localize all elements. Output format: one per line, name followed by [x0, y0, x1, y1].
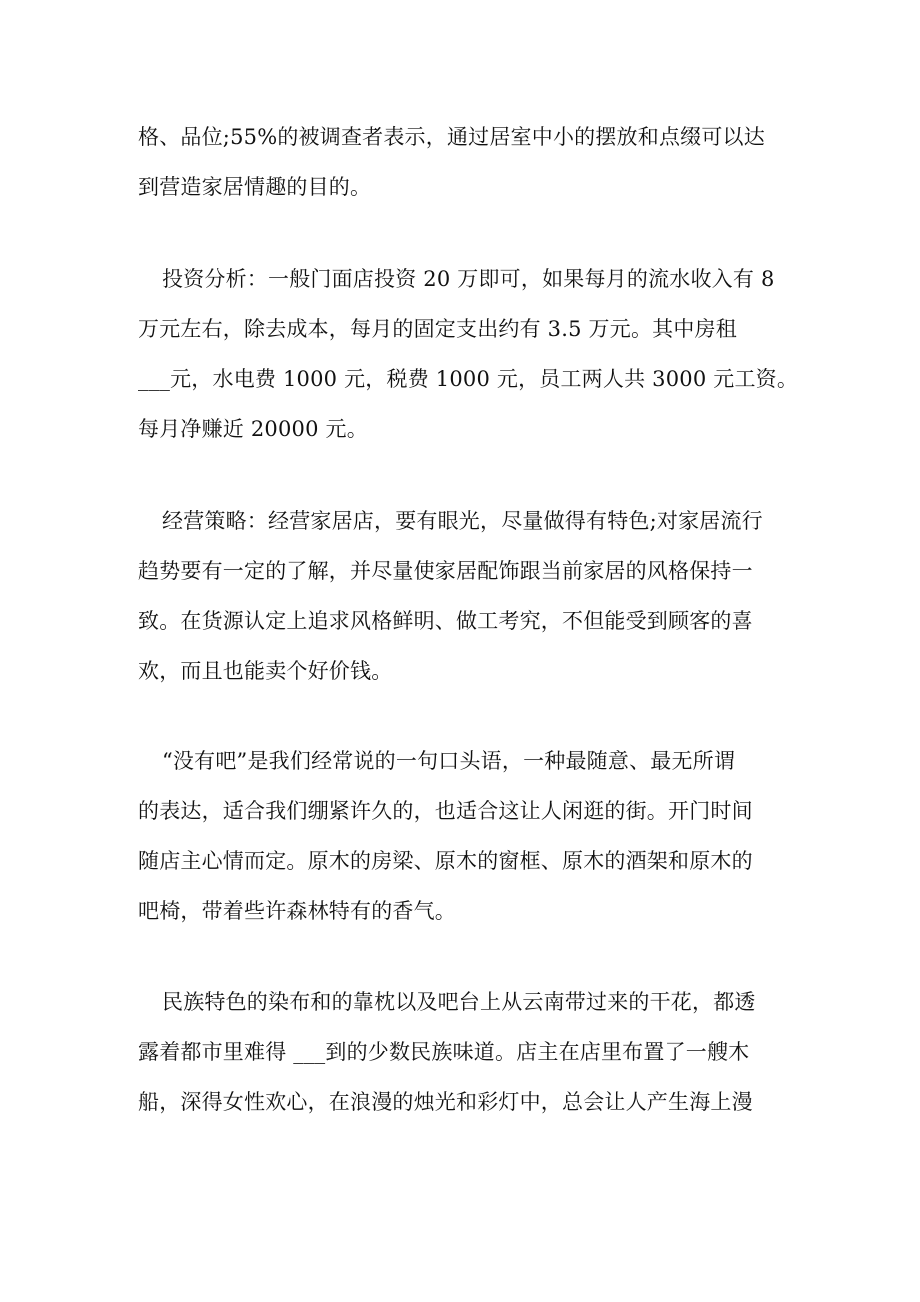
text-line: 趋势要有一定的了解，并尽量使家居配饰跟当前家居的风格保持一 — [138, 559, 753, 583]
text-line: 民族特色的染布和的靠枕以及吧台上从云南带过来的干花，都透 — [162, 990, 756, 1014]
text-line: 到营造家居情趣的目的。 — [138, 175, 372, 199]
text-line: 随店主心情而定。原木的房梁、原木的窗框、原木的酒架和原木的 — [138, 849, 753, 873]
paragraph-investment-analysis — [138, 254, 799, 454]
text-line: 格、品位;55%的被调查者表示，通过居室中小的摆放和点缀可以达 — [138, 125, 765, 149]
paragraph-intro-continuation — [138, 112, 778, 212]
text-line: 投资分析：一般门面店投资 20 万即可，如果每月的流水收入有 8 — [162, 267, 775, 291]
text-line: 吧椅，带着些许森林特有的香气。 — [138, 899, 456, 923]
text-line: 船，深得女性欢心，在浪漫的烛光和彩灯中，总会让人产生海上漫 — [138, 1090, 753, 1114]
text-line: 致。在货源认定上追求风格鲜明、做工考究，不但能受到顾客的喜 — [138, 609, 753, 633]
text-line: 万元左右，除去成本，每月的固定支出约有 3.5 万元。其中房租 — [138, 317, 737, 341]
text-line: 经营策略：经营家居店，要有眼光，尽量做得有特色;对家居流行 — [162, 509, 763, 533]
text-line: 每月净赚近 20000 元。 — [138, 417, 368, 441]
text-line: ___元，水电费 1000 元，税费 1000 元，员工两人共 3000 元工资。 — [138, 367, 799, 391]
text-line: 欢，而且也能卖个好价钱。 — [138, 659, 393, 683]
paragraph-ethnic-decor — [138, 977, 778, 1127]
paragraph-business-strategy — [138, 496, 778, 696]
paragraph-bar-description — [138, 736, 778, 936]
text-line: 露着都市里难得 ___到的少数民族味道。店主在店里布置了一艘木 — [138, 1040, 750, 1064]
text-line: “没有吧”是我们经常说的一句口头语，一种最随意、最无所谓 — [162, 749, 736, 773]
text-line: 的表达，适合我们绷紧许久的，也适合这让人闲逛的街。开门时间 — [138, 799, 753, 823]
